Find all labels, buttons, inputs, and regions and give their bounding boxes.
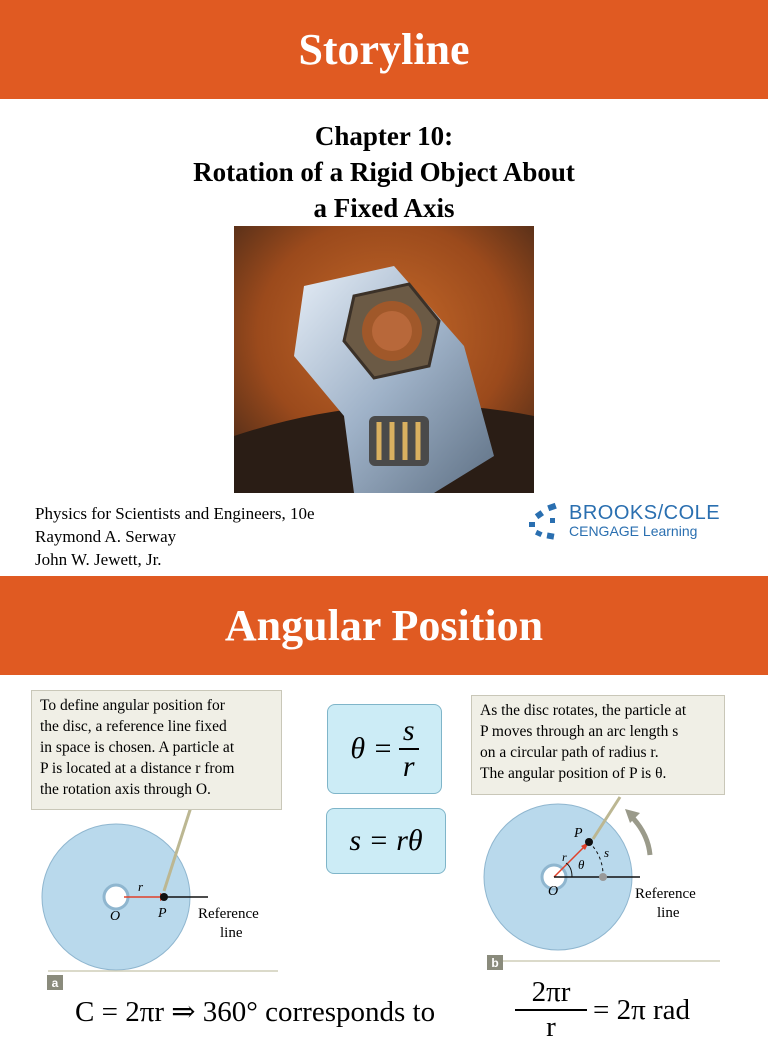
bottom-eq-right: = 2π rad bbox=[593, 994, 691, 1026]
banner-title: Angular Position bbox=[224, 601, 544, 650]
eq1-num: s bbox=[399, 714, 419, 750]
reference-line-label: Reference bbox=[198, 906, 259, 922]
eq1-lhs: θ = bbox=[350, 732, 393, 765]
panel-tag-b: b bbox=[487, 955, 503, 970]
storyline-banner bbox=[0, 0, 768, 99]
reference-line-label: line bbox=[657, 905, 680, 921]
label-O: O bbox=[110, 909, 121, 924]
label-r: r bbox=[138, 879, 144, 894]
credit-line: John W. Jewett, Jr. bbox=[35, 550, 162, 569]
cengage-dots-icon bbox=[526, 502, 566, 542]
logo-line2: CENGAGE Learning bbox=[569, 523, 698, 539]
logo-line1: BROOKS/COLE bbox=[569, 502, 721, 524]
reference-line-label: Reference bbox=[635, 886, 696, 902]
callout-right bbox=[471, 695, 725, 795]
chapter-title bbox=[0, 118, 768, 226]
bottom-eq-den: r bbox=[546, 1011, 556, 1043]
callout-line: The angular position of P is θ. bbox=[480, 765, 667, 782]
publisher-logo bbox=[526, 500, 726, 542]
chapter-line: a Fixed Axis bbox=[313, 193, 455, 223]
label-P: P bbox=[574, 826, 583, 841]
callout-line: the rotation axis through O. bbox=[40, 781, 211, 798]
callout-left bbox=[31, 690, 282, 810]
figure-a bbox=[28, 805, 298, 995]
label-s: s bbox=[604, 845, 610, 860]
eq1-fraction bbox=[399, 714, 419, 784]
wrench-photo bbox=[234, 226, 534, 493]
book-credits bbox=[35, 502, 315, 571]
callout-line: P is located at a distance r from bbox=[40, 760, 235, 777]
label-r: r bbox=[562, 850, 567, 864]
label-P: P bbox=[158, 906, 167, 921]
label-O: O bbox=[548, 884, 559, 899]
callout-line: P moves through an arc length s bbox=[480, 723, 679, 740]
figure-b bbox=[470, 795, 730, 975]
label-theta: θ bbox=[578, 857, 585, 872]
angular-position-banner bbox=[0, 576, 768, 675]
eq1-den: r bbox=[402, 750, 415, 783]
eq2-text: s = rθ bbox=[349, 824, 423, 857]
credit-line: Raymond A. Serway bbox=[35, 527, 177, 546]
credit-line: Physics for Scientists and Engineers, 10e bbox=[35, 504, 315, 523]
equation-arc-length bbox=[326, 808, 446, 874]
bottom-eq-num: 2πr bbox=[515, 975, 587, 1011]
callout-line: As the disc rotates, the particle at bbox=[480, 702, 687, 719]
reference-line-label: line bbox=[220, 925, 243, 941]
bottom-eq-left: C = 2πr ⇒ 360° corresponds to bbox=[75, 996, 436, 1028]
panel-tag-a: a bbox=[47, 975, 63, 990]
callout-line: the disc, a reference line fixed bbox=[40, 718, 227, 735]
callout-line: To define angular position for bbox=[40, 697, 225, 714]
callout-line: on a circular path of radius r. bbox=[480, 744, 659, 761]
circumference-equation bbox=[75, 975, 755, 1043]
chapter-line: Chapter 10: bbox=[314, 121, 454, 151]
callout-line: in space is chosen. A particle at bbox=[40, 739, 235, 756]
chapter-line: Rotation of a Rigid Object About bbox=[193, 157, 575, 187]
banner-title: Storyline bbox=[298, 25, 470, 74]
equation-theta bbox=[327, 704, 442, 794]
